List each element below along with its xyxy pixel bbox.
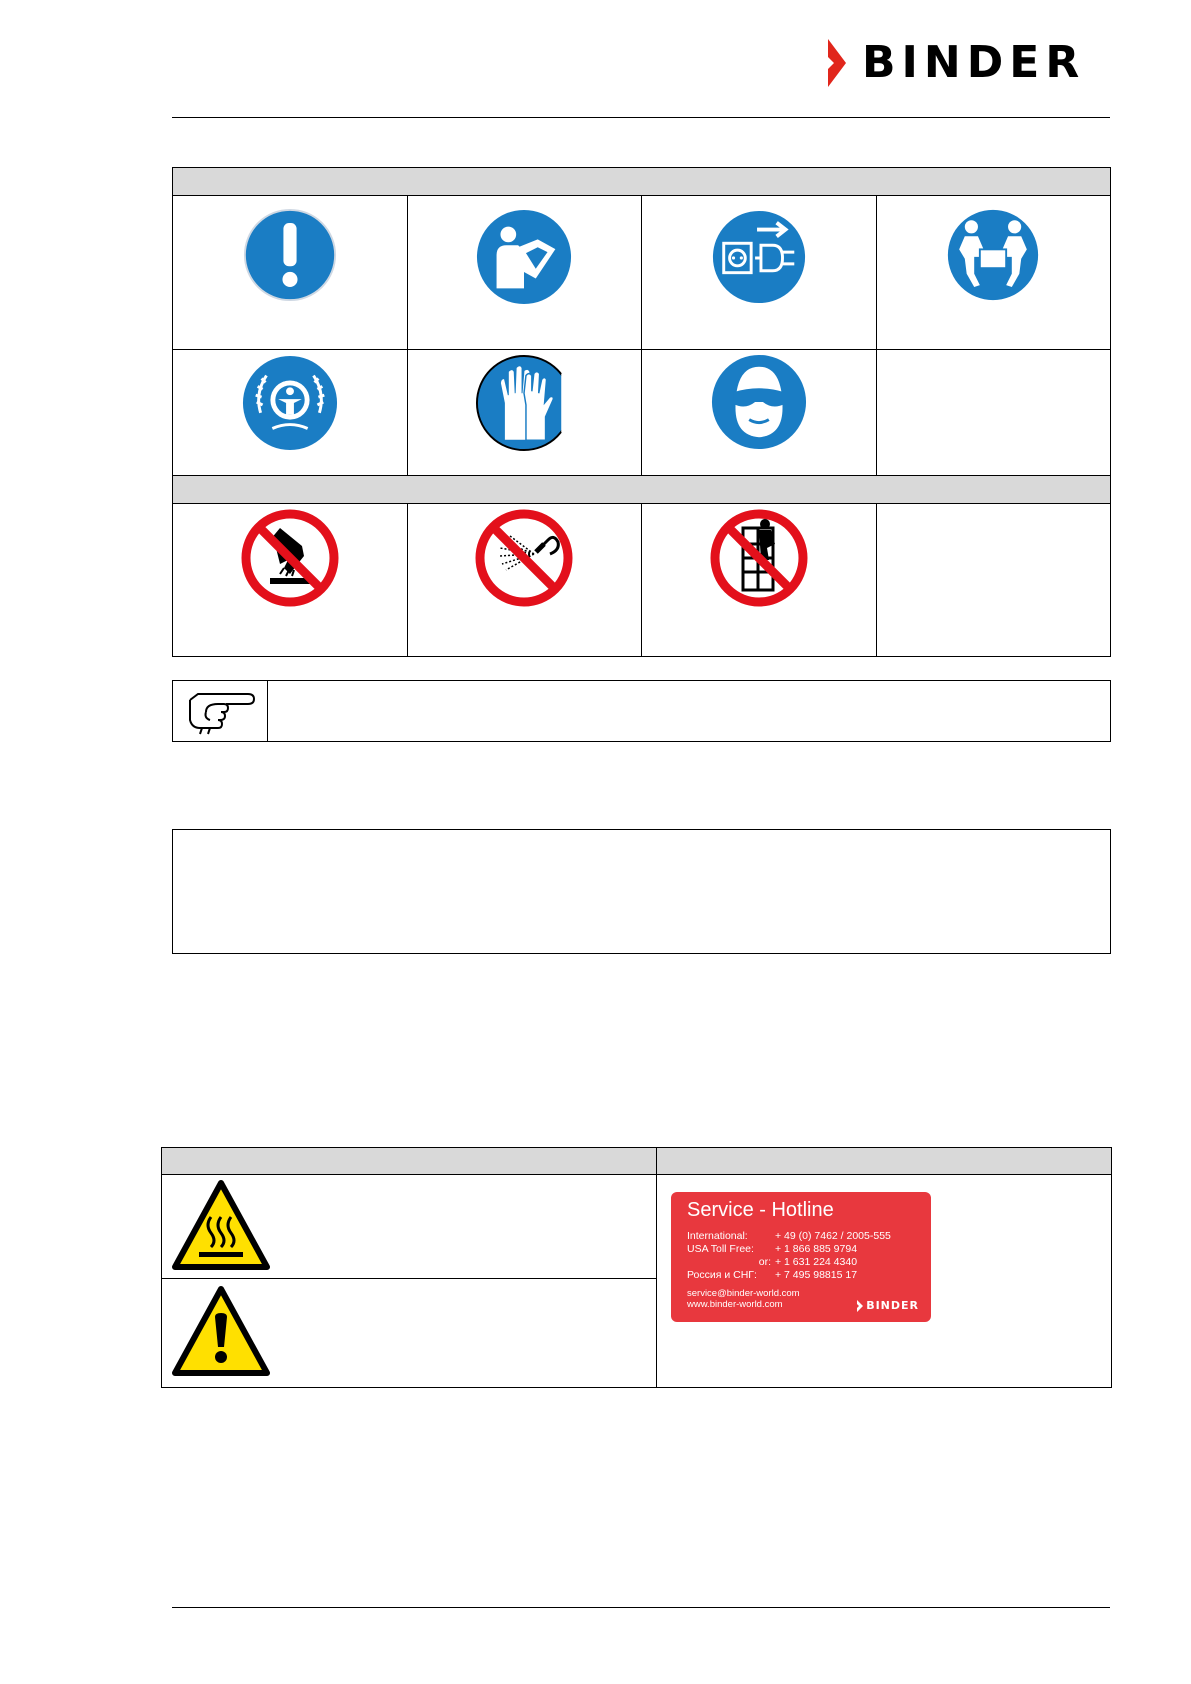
mandatory-signs-header: [173, 168, 1111, 196]
hotline-line-label: Россия и СНГ:: [687, 1269, 757, 1281]
empty-sign-cell: [876, 504, 1111, 657]
hotline-contacts: [687, 1288, 800, 1310]
disconnect-plug-icon: [710, 208, 808, 306]
sign-cell: [407, 196, 642, 350]
safety-signs-table: [172, 167, 1111, 657]
footer-rule: [172, 1607, 1110, 1608]
general-warning-icon: [171, 1285, 271, 1379]
sign-cell: [642, 196, 877, 350]
two-person-lift-icon: [944, 208, 1042, 302]
hotline-logo: [857, 1299, 919, 1312]
sign-cell: [407, 504, 642, 657]
no-climbing-icon: [709, 508, 809, 608]
hazard-cell: [162, 1175, 657, 1279]
hot-surface-warning-icon: [171, 1179, 271, 1273]
hazard-cell: [162, 1279, 657, 1388]
sign-cell: [642, 350, 877, 476]
hotline-line-label: USA Toll Free:: [687, 1243, 754, 1255]
hotline-line: [687, 1256, 891, 1269]
hotline-cell: [657, 1175, 1112, 1388]
labels-table-header-right: [657, 1148, 1112, 1175]
hotline-line-number: + 1 631 224 4340: [775, 1256, 858, 1268]
hotline-logo-text: BINDER: [866, 1299, 919, 1312]
exclamation-icon: [241, 208, 339, 302]
note-icon-cell: [173, 681, 268, 741]
pointing-hand-icon: [184, 686, 256, 736]
header-rule: [172, 117, 1110, 118]
hotline-line-number: + 49 (0) 7462 / 2005-555: [775, 1230, 891, 1242]
hotline-line: [687, 1230, 891, 1243]
binder-logo-mark-icon: [828, 39, 846, 87]
note-box: [172, 680, 1111, 742]
sign-cell: [407, 350, 642, 476]
hotline-line-number: + 1 866 885 9794: [775, 1243, 858, 1255]
hotline-web: www.binder-world.com: [687, 1299, 783, 1310]
sign-cell: [173, 196, 408, 350]
no-water-spray-icon: [474, 508, 574, 608]
empty-sign-cell: [876, 350, 1111, 476]
protective-gloves-icon: [475, 353, 573, 453]
prohibition-signs-header: [173, 476, 1111, 504]
hotline-line: [687, 1243, 891, 1256]
hotline-line-label: International:: [687, 1230, 748, 1242]
read-manual-icon: [475, 208, 573, 306]
sign-cell: [173, 350, 408, 476]
brand-name: BINDER: [862, 37, 1086, 88]
service-hotline-card: [671, 1192, 931, 1322]
hotline-title: Service - Hotline: [687, 1199, 834, 1221]
safety-goggles-icon: [710, 353, 808, 451]
hotline-numbers: [687, 1230, 891, 1282]
environment-label-icon: [241, 353, 339, 453]
no-touch-icon: [240, 508, 340, 608]
sign-cell: [642, 504, 877, 657]
binder-logo-mark-icon: [857, 1300, 863, 1312]
hotline-line: [687, 1269, 891, 1282]
labels-table: [161, 1147, 1112, 1388]
sign-cell: [876, 196, 1111, 350]
labels-table-header-left: [162, 1148, 657, 1175]
sign-cell: [173, 504, 408, 657]
binder-logo: [828, 38, 1110, 88]
hotline-email: service@binder-world.com: [687, 1288, 800, 1299]
empty-content-box: [172, 829, 1111, 954]
hotline-line-number: + 7 495 98815 17: [775, 1269, 858, 1281]
hotline-line-label: or:: [758, 1256, 771, 1268]
